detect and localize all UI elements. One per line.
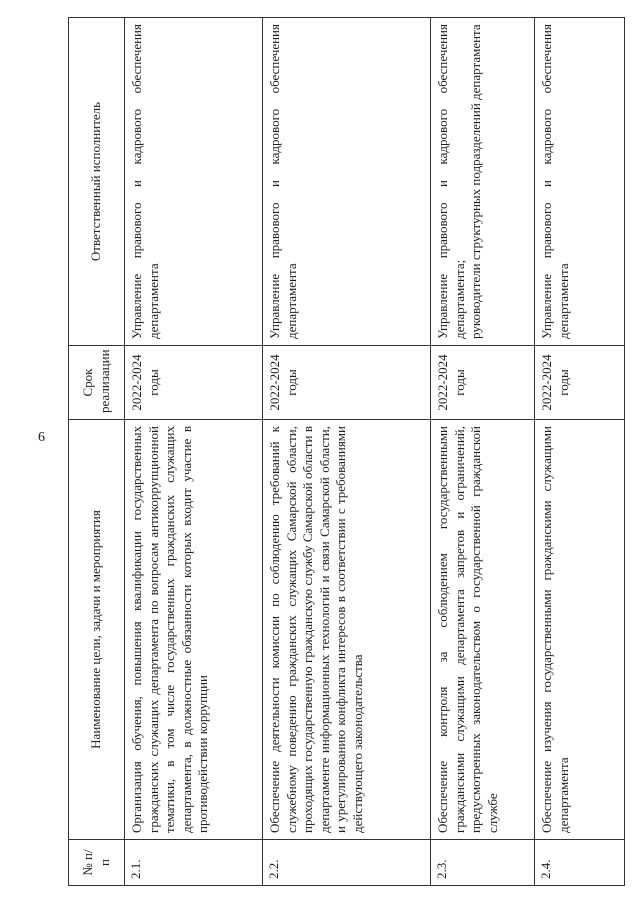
row-goal: Обеспечение контроля за соблюдением государственными гражданскими служащими департамента запретов и ограничений, предусмотренных законодательством о государственной гражданской службе [431, 420, 535, 840]
action-plan-table [68, 17, 625, 886]
row-number: 2.1. [125, 840, 263, 886]
page-number: 6 [38, 430, 45, 445]
row-goal: Организация обучения, повышения квалификации государственных гражданских служащих департамента по вопросам антикоррупционной тематики, в том числе государственных гражданских служащих департамента, в должностные обязанности которых входит участие в противодействии коррупции [125, 420, 263, 840]
rotated-table-wrapper [68, 18, 625, 886]
table-row [125, 18, 263, 886]
row-number: 2.2. [263, 840, 431, 886]
row-executor: Управление правового и кадрового обеспечения департамента [535, 18, 625, 346]
table-row [535, 18, 625, 886]
header-executor: Ответственный исполнитель [69, 18, 125, 346]
row-term: 2022-2024 годы [431, 346, 535, 420]
row-executor: Управление правового и кадрового обеспечения департамента [125, 18, 263, 346]
header-num: № п/п [69, 840, 125, 886]
row-number: 2.4. [535, 840, 625, 886]
row-executor-main: Управление правового и кадрового обеспечения департамента; [435, 24, 467, 339]
header-term: Срок реализации [69, 346, 125, 420]
row-executor: Управление правового и кадрового обеспечения департамента [263, 18, 431, 346]
row-term: 2022-2024 годы [125, 346, 263, 420]
row-executor [431, 18, 535, 346]
row-number: 2.3. [431, 840, 535, 886]
table-header-row [69, 18, 125, 886]
row-term: 2022-2024 годы [535, 346, 625, 420]
row-executor-sub: руководители структурных подразделений департамента [468, 24, 483, 339]
row-goal: Обеспечение деятельности комиссии по соблюдению требований к служебному поведению гражданских служащих Самарской области, проходящих государственную гражданскую службу Самарской области в департаменте информационных технологий и связи Самарской области, и урегулированию конфликта интересов в соответствии с требованиями действующего законодательства [263, 420, 431, 840]
row-term: 2022-2024 годы [263, 346, 431, 420]
header-goal: Наименование цели, задачи и мероприятия [69, 420, 125, 840]
table-row [263, 18, 431, 886]
row-goal: Обеспечение изучения государственными гражданскими служащими департамента [535, 420, 625, 840]
table-row [431, 18, 535, 886]
